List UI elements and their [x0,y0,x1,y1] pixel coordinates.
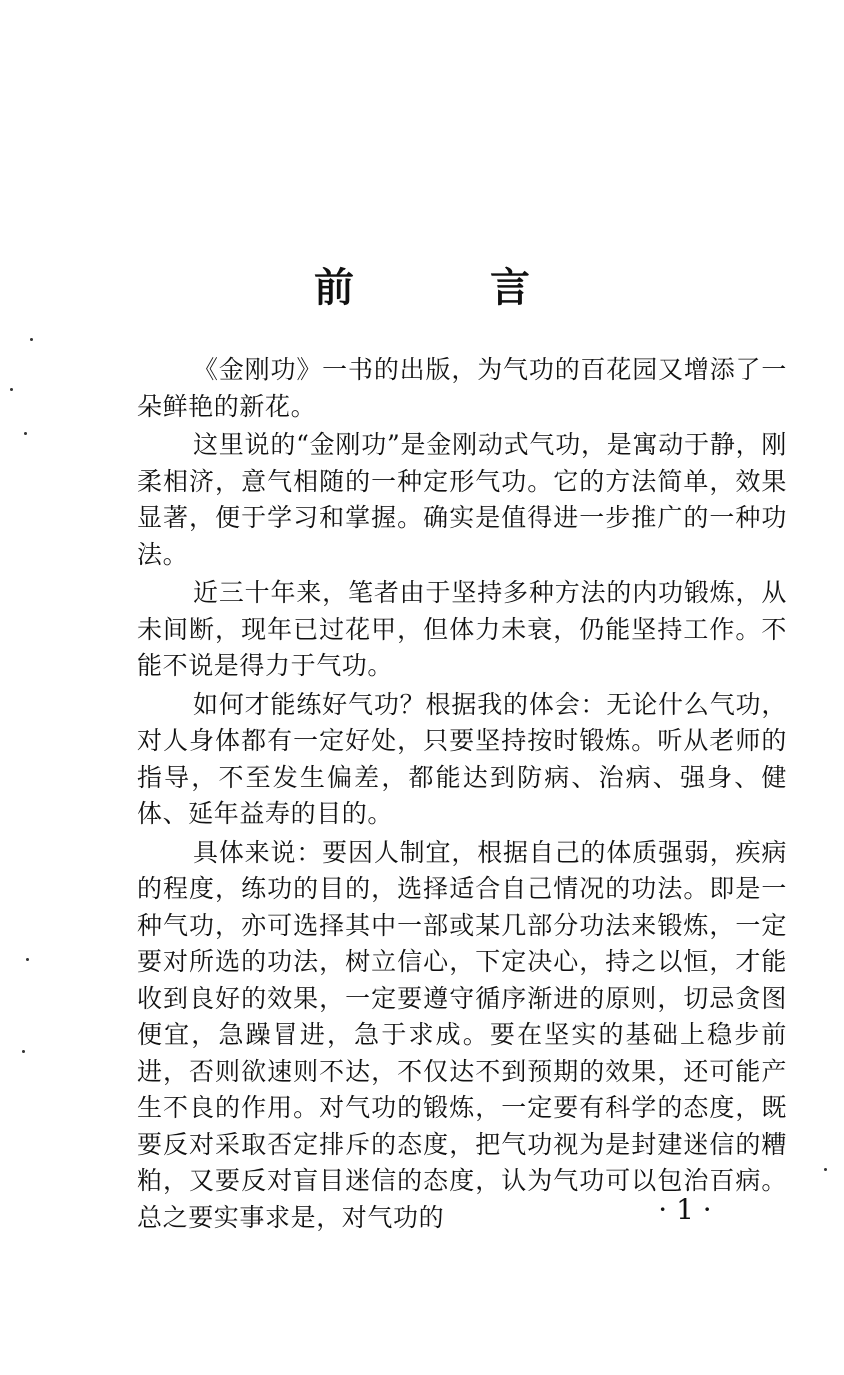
paragraph: 这里说的“金刚功”是金刚动式气功，是寓动于静，刚柔相济，意气相随的一种定形气功。它的方法简单，效果显著，便于学习和掌握。确实是值得进一步推广的一种功法。 [137,430,787,569]
paragraph: 如何才能练好气功？根据我的体会：无论什么气功，对人身体都有一定好处，只要坚持按时锻炼。听从老师的指导，不至发生偏差，都能达到防病、治病、强身、健体、延年益寿的目的。 [137,689,787,828]
paragraph: 《金刚功》一书的出版，为气功的百花园又增添了一朵鲜艳的新花。 [137,355,787,421]
scan-speck [10,388,13,391]
paragraph: 近三十年来，笔者由于坚持多种方法的内功锻炼，从未间断，现年已过花甲，但体力未衰，仍能坚持工作。不能不说是得力于气功。 [137,578,787,680]
scan-speck [30,338,33,341]
page-number: · 1 · [658,1193,712,1226]
scan-speck [24,432,27,435]
scan-speck [26,958,29,961]
preface-body [137,352,787,1238]
paragraph: 具体来说：要因人制宜，根据自己的体质强弱，疾病的程度，练功的目的，选择适合自己情况的功法。即是一种气功，亦可选择其中一部或某几部分功法来锻炼，一定要对所选的功法，树立信心，下定决心，持之以恒，才能收到良好的效果，一定要遵守循序渐进的原则，切忌贪图便宜，急躁冒进，急于求成。要在坚实的基础上稳步前进，否则欲速则不达，不仅达不到预期的效果，还可能产生不良的作用。对气功的锻炼，一定要有科学的态度，既要反对采取否定排斥的态度，把气功视为是封建迷信的糟粕，又要反对盲目迷信的态度，认为气功可以包治百病。总之要实事求是，对气功的 [137,837,787,1232]
page-title: 前 言 [314,264,578,311]
scan-speck [22,1050,25,1053]
scan-speck [824,1168,827,1171]
